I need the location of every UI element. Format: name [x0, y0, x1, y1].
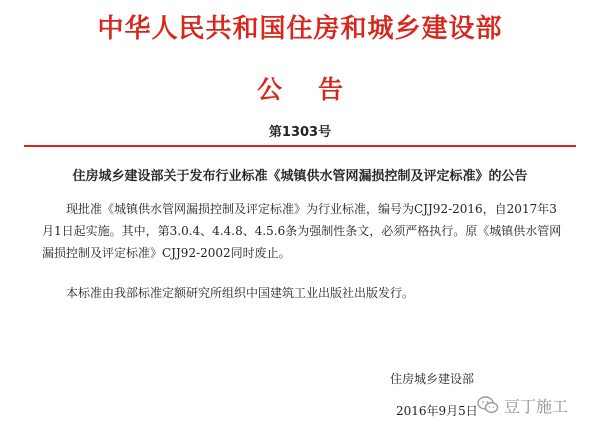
watermark-text: 豆丁施工: [504, 396, 569, 416]
red-divider: [24, 145, 576, 147]
issue-date: 2016年9月5日: [396, 404, 478, 418]
body-paragraph: 现批准《城镇供水管网漏损控制及评定标准》为行业标准，编号为CJJ92-2016，自2017年3月1日起实施。其中，第3.0.4、4.4.8、4.5.6条为强制性条文，必须严格执行。原《城镇供水管网漏损控制及评定标准》CJJ92-2002同时废止。: [42, 202, 562, 260]
watermark: [476, 393, 568, 417]
announcement-body: [42, 198, 567, 304]
signer-name: 住房城乡建设部: [390, 372, 475, 386]
issuer-header: 中华人民共和国住房和城乡建设部: [97, 14, 503, 44]
document-number: 第1303号: [268, 125, 332, 140]
wechat-icon: [476, 393, 500, 417]
body-paragraph: 本标准由我部标准定额研究所组织中国建筑工业出版社出版发行。: [66, 286, 415, 300]
announcement-title: 公告: [256, 75, 379, 104]
announcement-subject: 住房城乡建设部关于发布行业标准《城镇供水管网漏损控制及评定标准》的公告: [72, 169, 528, 184]
